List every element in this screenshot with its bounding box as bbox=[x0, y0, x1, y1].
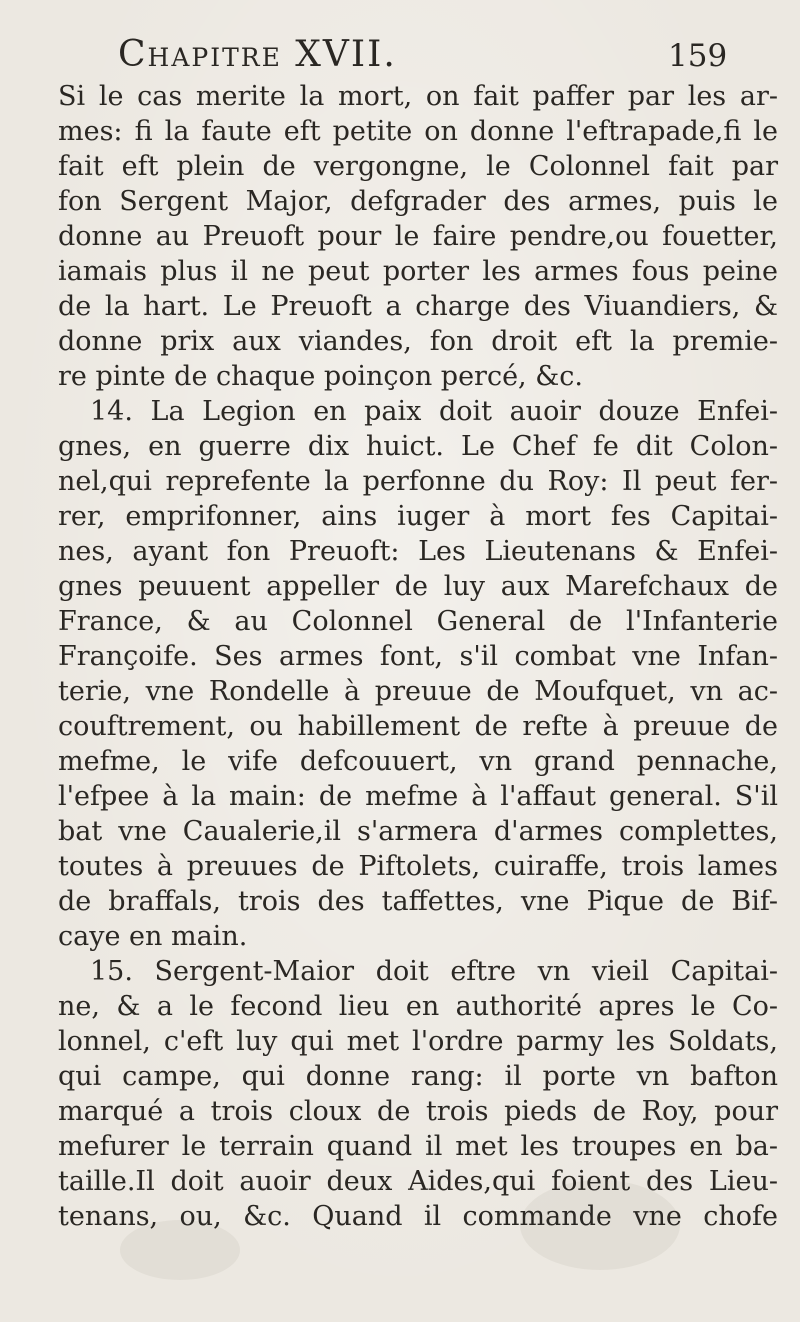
running-head: Chapitre XVII. bbox=[118, 34, 397, 75]
text-line: mes: fi la faute eft petite on donne l'eftrapade,fi le bbox=[58, 116, 778, 147]
text-line: terie, vne Rondelle à preuue de Moufquet, vn ac- bbox=[58, 676, 778, 707]
text-line: gnes, en guerre dix huict. Le Chef fe dit Colon- bbox=[58, 431, 778, 462]
text-line: fon Sergent Major, defgrader des armes, puis le bbox=[58, 186, 778, 217]
text-line: couftrement, ou habillement de refte à preuue de bbox=[58, 711, 778, 742]
text-line: lonnel, c'eft luy qui met l'ordre parmy les Soldats, bbox=[58, 1026, 778, 1057]
text-line: donne au Preuoft pour le faire pendre,ou fouetter, bbox=[58, 221, 778, 252]
text-line: nel,qui reprefente la perfonne du Roy: Il peut fer- bbox=[58, 466, 778, 497]
page-header bbox=[0, 30, 800, 80]
text-line: ne, & a le fecond lieu en authorité apres le Co- bbox=[58, 991, 778, 1022]
text-line: bat vne Caualerie,il s'armera d'armes complettes, bbox=[58, 816, 778, 847]
text-line: re pinte de chaque poinçon percé, &c. bbox=[58, 361, 583, 392]
text-line: mefme, le vife defcouuert, vn grand pennache, bbox=[58, 746, 778, 777]
text-line: iamais plus il ne peut porter les armes fous peine bbox=[58, 256, 778, 287]
text-line: tenans, ou, &c. Quand il commande vne chofe bbox=[58, 1201, 778, 1232]
text-line: France, & au Colonnel General de l'Infanterie bbox=[58, 606, 778, 637]
text-line: donne prix aux viandes, fon droit eft la premie- bbox=[58, 326, 778, 357]
text-line: gnes peuuent appeller de luy aux Marefchaux de bbox=[58, 571, 778, 602]
text-line: taille.Il doit auoir deux Aides,qui foient des Lieu- bbox=[58, 1166, 778, 1197]
text-line: 14. La Legion en paix doit auoir douze Enfei- bbox=[90, 396, 778, 427]
text-line: de la hart. Le Preuoft a charge des Viuandiers, & bbox=[58, 291, 778, 322]
text-line: marqué a trois cloux de trois pieds de Roy, pour bbox=[58, 1096, 778, 1127]
text-line: l'efpee à la main: de mefme à l'affaut general. S'il bbox=[58, 781, 778, 812]
text-line: caye en main. bbox=[58, 921, 248, 952]
text-line: qui campe, qui donne rang: il porte vn bafton bbox=[58, 1061, 778, 1092]
page-number: 159 bbox=[668, 38, 728, 74]
text-line: Françoife. Ses armes font, s'il combat vne Infan- bbox=[58, 641, 778, 672]
text-line: nes, ayant fon Preuoft: Les Lieutenans & Enfei- bbox=[58, 536, 778, 567]
text-line: fait eft plein de vergongne, le Colonnel fait par bbox=[58, 151, 778, 182]
text-line: de braffals, trois des taffettes, vne Pique de Bif- bbox=[58, 886, 778, 917]
text-line: mefurer le terrain quand il met les troupes en ba- bbox=[58, 1131, 778, 1162]
text-line: rer, emprifonner, ains iuger à mort fes Capitai- bbox=[58, 501, 778, 532]
text-line: 15. Sergent-Maior doit eftre vn vieil Capitai- bbox=[90, 956, 778, 987]
text-line: toutes à preuues de Piftolets, cuiraffe, trois lames bbox=[58, 851, 778, 882]
text-line: Si le cas merite la mort, on fait paffer par les ar- bbox=[58, 81, 778, 112]
